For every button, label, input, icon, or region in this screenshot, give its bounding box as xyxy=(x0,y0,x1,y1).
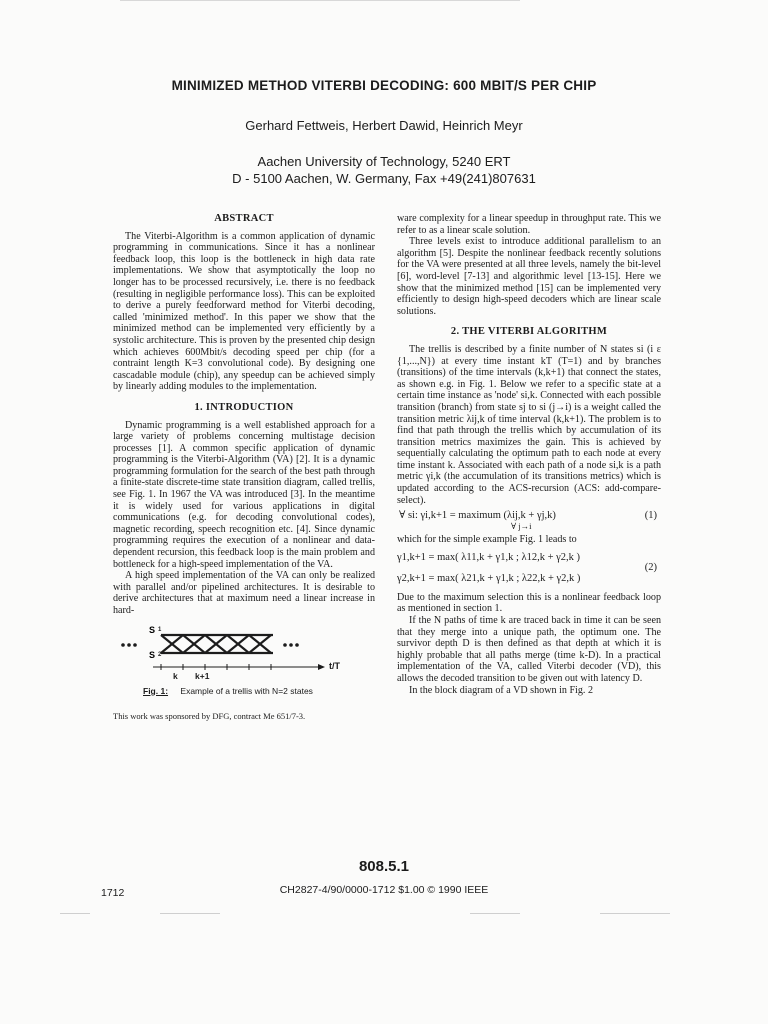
intro-paragraph-2: A high speed implementation of the VA can only be realized with parallel and/or pipelined architectures. It is desirable to derive architectures that at maximum need a linear increase in hard- xyxy=(113,570,375,616)
left-ellipsis xyxy=(121,643,137,647)
tick-label-k: k xyxy=(173,670,178,681)
paper-authors: Gerhard Fettweis, Herbert Dawid, Heinrich Meyr xyxy=(245,118,523,133)
abstract-heading: ABSTRACT xyxy=(214,213,274,224)
trellis-diagram xyxy=(113,623,375,685)
axis-label: t/T xyxy=(329,660,340,671)
equation-1 xyxy=(397,510,661,534)
scan-artifact-bottom-3 xyxy=(470,913,520,914)
right-paragraph-1: ware complexity for a linear speedup in throughput rate. This we refer to as a linear scale solution. xyxy=(397,213,661,236)
equation-lead-in: which for the simple example Fig. 1 leads to xyxy=(397,534,577,546)
scan-artifact-top xyxy=(120,0,520,1)
tick-label-k1: k+1 xyxy=(195,670,210,681)
figure-caption-text: Example of a trellis with N=2 states xyxy=(180,685,313,696)
affiliation-line-2: D - 5100 Aachen, W. Germany, Fax +49(241)807631 xyxy=(232,171,536,186)
viterbi-paragraph-4: In the block diagram of a VD shown in Fig. 2 xyxy=(409,684,593,696)
affiliation-line-1: Aachen University of Technology, 5240 ERT xyxy=(257,154,511,169)
viterbi-heading: 2. THE VITERBI ALGORITHM xyxy=(450,326,608,338)
intro-heading: 1. INTRODUCTION xyxy=(194,401,294,413)
viterbi-paragraph-1: The trellis is described by a finite number of N states si (i ε {1,...,N}) at every time instant kT (T=1) and by branches (transitions) of the time intervals (k,k+1) that connect the states, as shown e.g. in Fig. 1. Below we refer to a specific state at a certain time instance as 'node' si,k. Connected with each possible transition (branch) from state sj to si (j→i) is a weight called the transition metric λij,k of time interval (k,k+1). The problem is to find that path through the trellis which by accumulation of its transition metrics maximizes the gain. This is achieved by sequentially calculating the optimum path to each node at every time instant k. Associated with each path of a node si,k is a path metric γi,k (the accumulation of its transitions metrics) which is updated according to the ACS-recursion (ACS: add-compare-select). xyxy=(397,343,661,506)
left-column xyxy=(113,213,375,722)
state-label-s2: S xyxy=(149,649,156,660)
equation-2-number: (2) xyxy=(644,561,657,573)
state-subscript-1: 1 xyxy=(158,626,162,633)
scan-artifact-bottom-1 xyxy=(60,913,90,914)
abstract-text: The Viterbi-Algorithm is a common application of dynamic programming in communications. Since it has a nonlinear feedback loop, this loop is the bottleneck in high data rate implementations. We show that asymptotically the loop no longer has to be processed recursively, i.e. there is no feedback (resulting in negligible performance loss). This can be exploited to derive a purely feedforward method for Viterbi decoding, called 'minimized method'. In this paper we show that the minimized method can be implemented very efficiently by a systolic architecture. This is proven by the presented chip design which achieves 600Mbit/s decoding speed per chip (for a contraint length K=3 convolutional code). By designing one cascadable module (chip), any speedup can be achieved simply by linearly adding modules to the implementation. xyxy=(113,230,375,393)
equation-2b: γ2,k+1 = max( λ21,k + γ1,k ; λ22,k + γ2,k ) xyxy=(397,572,581,584)
scan-artifact-bottom-4 xyxy=(600,913,670,914)
equation-2a: γ1,k+1 = max( λ11,k + γ1,k ; λ12,k + γ2,k ) xyxy=(397,551,581,563)
page-number: 1712 xyxy=(101,887,125,899)
scan-artifact-bottom-2 xyxy=(160,913,220,914)
equation-1-number: (1) xyxy=(644,510,657,522)
paper-title: MINIMIZED METHOD VITERBI DECODING: 600 MBIT/S PER CHIP xyxy=(171,78,597,93)
viterbi-paragraph-3: If the N paths of time k are traced back in time it can be seen that they merge into a unique path, the optimum one. The survivor depth D is then defined as that depth at which it is highly probable that all paths merge (time k-D). In a practical implementation of the VA, called Viterbi decoder (VD), this allows the decoded transition to be given out with latency D. xyxy=(397,615,661,684)
affiliation xyxy=(0,153,768,187)
footnote: This work was sponsored by DFG, contract Me 651/7-3. xyxy=(113,710,306,721)
state-subscript-2: 2 xyxy=(158,651,162,658)
session-code: 808.5.1 xyxy=(358,858,410,875)
figure-caption xyxy=(143,686,313,698)
right-column xyxy=(397,213,661,696)
equation-2 xyxy=(397,552,661,592)
equation-1-body: ∀ si: γi,k+1 = maximum (λij,k + γj,k) xyxy=(399,510,556,522)
figure-1 xyxy=(113,623,375,701)
viterbi-paragraph-2: Due to the maximum selection this is a nonlinear feedback loop as mentioned in section 1. xyxy=(397,591,661,615)
trellis-branches xyxy=(161,635,273,653)
axis-arrow-icon xyxy=(318,664,325,670)
right-paragraph-2: Three levels exist to introduce additional parallelism to an algorithm [5]. Despite the nonlinear feedback recently solutions for the VA were presented at all three levels, namely the bit-level [6], word-level [7-13] and algorithmic level [13-15]. Here we show that the minimized method [15] can be implemented very efficiently to design high-speed decoders which are linear scale solutions. xyxy=(397,236,661,317)
state-label-s1: S xyxy=(149,624,156,635)
equation-1-subscript: ∀ j→i xyxy=(511,521,532,532)
right-ellipsis xyxy=(283,643,299,647)
intro-paragraph-1: Dynamic programming is a well established approach for a large variety of problems concerning multistage decision processes [1]. A common specific application of dynamic programming is the Viterbi-Algorithm (VA) [2]. It is a dynamic programming formulation for the search of the best path through a finite-state discrete-time state transition diagram, called trellis, see Fig. 1. In 1967 the VA was introduced [3]. In the meantime it is widely used for various applications in digital communications (e.g. for decoding convolutional codes), magnetic recording, speech recognition etc. [4]. Since dynamic programming requires the execution of a nonlinear and data-dependent recursion, this feedback loop is the main problem and bottleneck for a high-speed implementation of the VA. xyxy=(113,419,375,570)
figure-caption-number: Fig. 1: xyxy=(143,685,169,696)
ieee-catalog-line: CH2827-4/90/0000-1712 $1.00 © 1990 IEEE xyxy=(279,884,489,896)
